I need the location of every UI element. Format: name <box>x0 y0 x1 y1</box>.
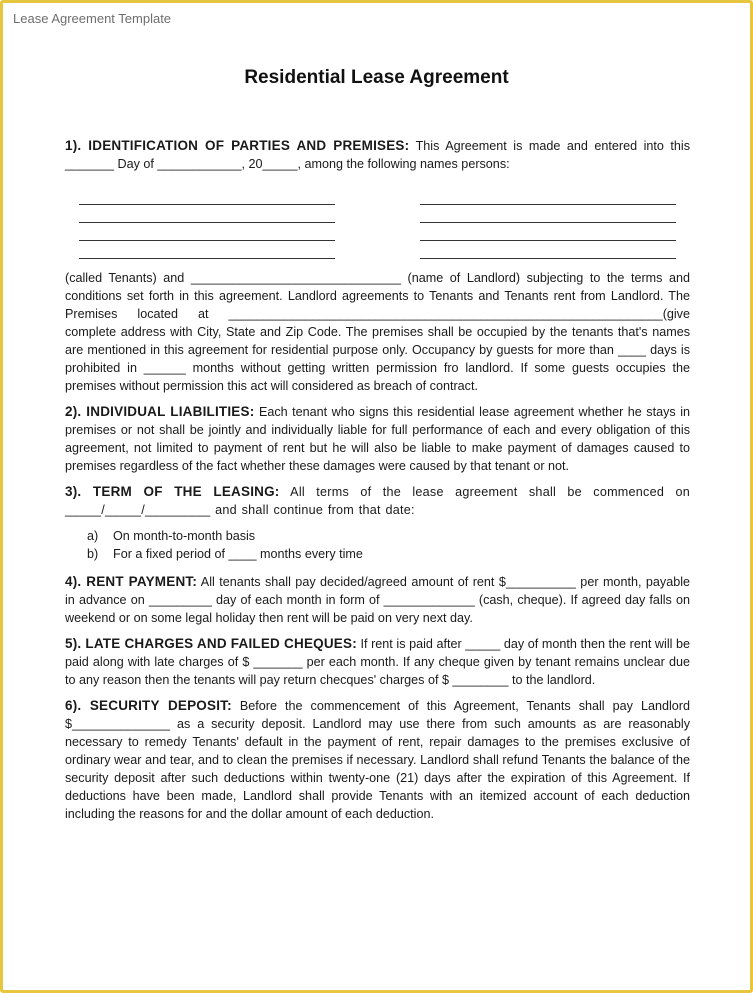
section-body: Each tenant who signs this residential lease agreement whether he stays in premises or not shall be jointly and individually liable for full performance of each and every obligation of this agreement, not limited to payment of rent but he will also be liable to make payment of damages caused to premises regardless of the fact whether these damages were caused by that tenant or not. <box>65 405 691 473</box>
section-identification-body: (called Tenants) and ______________________________ (name of Landlord) subjecting to the terms and conditions set forth in this agreement. Landlord agreements to Tenants and Tenants rent from Landlord. The Premises located at ______________________________________________________________(give complete address with City, State and Zip Code. The premises shall be occupied by the tenants that's names are mentioned in this agreement for residential purpose only. Occupancy by guests for more than ____ days is prohibited in ______ months without getting written permission fro landlord. If some guests occupies the premises without permission this act will considered as breach of contract. <box>65 271 690 393</box>
name-line <box>420 241 676 259</box>
tenant-name-lines <box>65 181 690 269</box>
section-heading: 1). IDENTIFICATION OF PARTIES AND PREMISES: <box>65 138 410 153</box>
list-item <box>65 527 690 545</box>
name-line <box>79 241 335 259</box>
name-line <box>79 223 335 241</box>
name-line <box>420 187 676 205</box>
section-intro: This Agreement is made and entered into this _______ Day of ____________, 20_____, among the following names persons: <box>65 139 690 171</box>
page-title: Residential Lease Agreement <box>244 67 509 88</box>
section-heading: 4). RENT PAYMENT: <box>65 574 198 589</box>
term-options <box>65 527 690 563</box>
item-mark: a) <box>87 529 99 543</box>
section-liabilities <box>65 403 690 475</box>
section-heading: 5). LATE CHARGES AND FAILED CHEQUES: <box>65 636 357 651</box>
section-body: All terms of the lease agreement shall be commenced on _____/_____/_________ and shall continue from that date: <box>65 485 690 517</box>
template-label: Lease Agreement Template <box>13 11 172 26</box>
item-mark: b) <box>87 547 99 561</box>
section-heading: 2). INDIVIDUAL LIABILITIES: <box>65 404 255 419</box>
name-lines-right <box>420 187 676 259</box>
name-line <box>79 205 335 223</box>
section-rent-payment <box>65 573 690 627</box>
section-term <box>65 483 690 519</box>
section-identification <box>65 137 690 173</box>
section-heading: 6). SECURITY DEPOSIT: <box>65 698 232 713</box>
section-body: If rent is paid after _____ day of month then the rent will be paid along with late charges of $ _______ per each month. If any cheque given by tenant remains unclear due to any reason then the tenants will pay return checques' charges of $ ________ to the landlord. <box>65 637 691 687</box>
name-lines-left <box>79 187 335 259</box>
section-security-deposit <box>65 697 690 823</box>
list-item <box>65 545 690 563</box>
name-line <box>79 187 335 205</box>
name-line <box>420 205 676 223</box>
section-body: All tenants shall pay decided/agreed amount of rent $__________ per month, payable in advance on _________ day of each month in form of _____________ (cash, cheque). If agreed day falls on weekend or on some legal holiday then rent will be paid on very next day. <box>65 575 690 625</box>
name-line <box>420 223 676 241</box>
document-body <box>65 137 690 831</box>
item-text: For a fixed period of ____ months every time <box>113 547 363 561</box>
section-late-charges <box>65 635 690 689</box>
section-body: Before the commencement of this Agreement, Tenants shall pay Landlord $______________ as a security deposit. Landlord may use there from such amounts as are reasonably necessary to remedy Tenants' default in the payment of rent, repair damages to the premises exclusive of ordinary wear and tear, and to clean the premises if necessary. Landlord shall refund Tenants the balance of the security deposit after such deductions within twenty-one (21) days after the expiration of this Agreement. If deductions have been made, Landlord shall provide Tenants with an itemized account of each deduction including the reasons for and the dollar amount of each deduction. <box>65 699 691 821</box>
item-text: On month-to-month basis <box>113 529 256 543</box>
section-heading: 3). TERM OF THE LEASING: <box>65 484 280 499</box>
